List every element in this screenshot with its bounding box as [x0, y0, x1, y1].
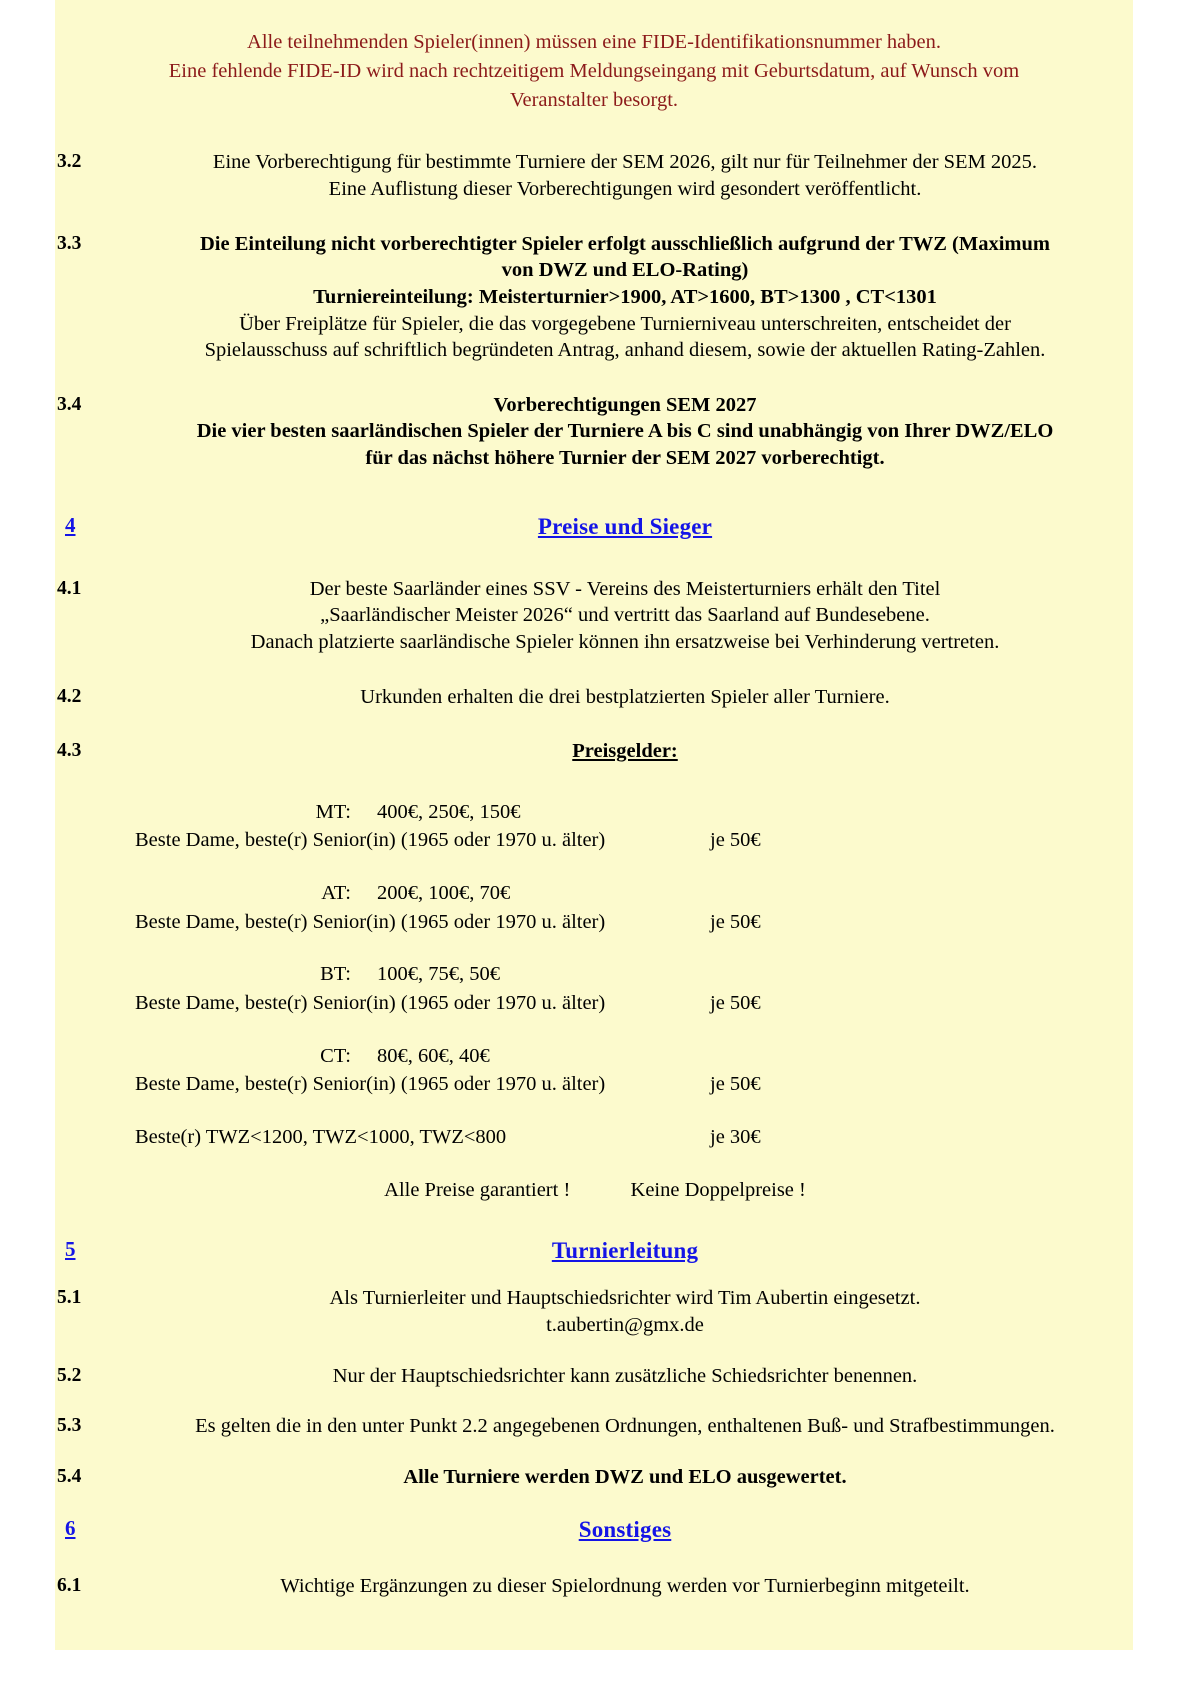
intro-paragraph [55, 28, 1133, 115]
section-4-2 [55, 684, 1133, 711]
section-6-heading-row [55, 1515, 1133, 1545]
section-6-1 [55, 1573, 1133, 1600]
spacer [55, 1265, 1133, 1285]
prize-block-mt [117, 799, 1133, 854]
prize-special-amount-mt: je 50€ [710, 829, 761, 852]
section-number-3-2: 3.2 [57, 151, 82, 173]
section-4-1-line-1: Der beste Saarländer eines SSV - Vereins des Meisterturniers erhält den Titel [309, 577, 941, 600]
prize-row-main [117, 799, 1133, 826]
prize-block-at [117, 880, 1133, 935]
prize-row-main [117, 1043, 1133, 1070]
spacer [55, 765, 1133, 799]
spacer [55, 542, 1133, 576]
prize-amounts-ct: 80€, 60€, 40€ [377, 1044, 490, 1067]
section-number-4[interactable]: 4 [65, 512, 76, 537]
prize-row-special [117, 990, 1133, 1017]
section-3-4-line-1: Vorberechtigungen SEM 2027 [493, 393, 757, 416]
spacer [55, 1389, 1133, 1413]
spacer [55, 1440, 1133, 1464]
section-3-4-line-3: für das nächst höhere Turnier der SEM 2027 vorberechtigt. [365, 447, 885, 470]
section-3-2-body [117, 149, 1133, 202]
section-5-3 [55, 1413, 1133, 1440]
spacer [55, 710, 1133, 738]
intro-line-3: Veranstalter besorgt. [509, 89, 679, 112]
section-4-3-body [117, 738, 1133, 765]
prize-special-desc-bt: Beste Dame, beste(r) Senior(in) (1965 oder 1970 u. älter) [135, 992, 606, 1015]
section-number-5-1: 5.1 [57, 1287, 82, 1309]
section-5-4 [55, 1464, 1133, 1491]
section-3-4-body [117, 392, 1133, 472]
section-3-3 [55, 231, 1133, 364]
prize-row-special [117, 827, 1133, 854]
section-number-4-2: 4.2 [57, 685, 82, 707]
section-5-4-line-1: Alle Turniere werden DWZ und ELO ausgewertet. [403, 1466, 847, 1489]
guarantee-no-double: Keine Doppelpreise ! [630, 1178, 806, 1201]
section-3-3-line-3: Turniereinteilung: Meisterturnier>1900, AT>1600, BT>1300 , CT<1301 [313, 285, 937, 308]
prize-amounts-bt: 100€, 75€, 50€ [377, 963, 500, 986]
intro-line-2: Eine fehlende FIDE-ID wird nach rechtzeitigem Meldungseingang mit Geburtsdatum, auf Wunsch vom [168, 60, 1020, 83]
prize-special-amount-ct: je 50€ [710, 1073, 761, 1096]
spacer [55, 1545, 1133, 1573]
section-number-6-1: 6.1 [57, 1574, 82, 1596]
section-number-3-4: 3.4 [57, 393, 82, 415]
section-3-2-line-2: Eine Auflistung dieser Vorberechtigungen wird gesondert veröffentlicht. [328, 177, 922, 200]
spacer [117, 1151, 1133, 1179]
prize-tournament-at: AT: [321, 882, 351, 905]
section-4-3 [55, 738, 1133, 765]
section-4-1-body [117, 576, 1133, 656]
section-4-heading-row [55, 512, 1133, 542]
prize-special-desc-mt: Beste Dame, beste(r) Senior(in) (1965 oder 1970 u. älter) [135, 829, 606, 852]
prize-amounts-mt: 400€, 250€, 150€ [377, 800, 521, 823]
section-4-heading-body [117, 512, 1133, 542]
section-5-heading-row [55, 1236, 1133, 1266]
spacer [55, 1202, 1133, 1236]
prize-twz-amount: je 30€ [710, 1125, 761, 1148]
section-number-5-4: 5.4 [57, 1466, 82, 1488]
prize-tournament-mt: MT: [315, 800, 351, 823]
spacer [55, 472, 1133, 512]
section-number-3-3: 3.3 [57, 232, 82, 254]
spacer [55, 656, 1133, 684]
section-5-1-line-1: Als Turnierleiter und Hauptschiedsrichter wird Tim Aubertin eingesetzt. [329, 1287, 921, 1310]
spacer [55, 203, 1133, 231]
section-4-1-line-3: Danach platzierte saarländische Spieler können ihn ersatzweise bei Verhinderung vertreten. [250, 630, 1000, 653]
section-6-1-line-1: Wichtige Ergänzungen zu dieser Spielordnung werden vor Turnierbeginn mitgeteilt. [280, 1574, 970, 1597]
prize-special-amount-at: je 50€ [710, 910, 761, 933]
section-number-5[interactable]: 5 [65, 1236, 76, 1261]
prize-row-special [117, 1071, 1133, 1098]
spacer [55, 1491, 1133, 1515]
section-3-3-line-2: von DWZ und ELO-Rating) [501, 259, 749, 282]
spacer [55, 115, 1133, 149]
section-3-2-line-1: Eine Vorberechtigung für bestimmte Turniere der SEM 2026, gilt nur für Teilnehmer der SEM 2025. [212, 151, 1038, 174]
section-number-5-2: 5.2 [57, 1364, 82, 1386]
section-4-2-line-1: Urkunden erhalten die drei bestplatzierten Spieler aller Turniere. [360, 685, 890, 708]
section-5-1 [55, 1285, 1133, 1338]
section-5-3-line-1: Es gelten die in den unter Punkt 2.2 angegebenen Ordnungen, enthaltenen Buß- und Strafbestimmungen. [195, 1415, 1055, 1438]
section-number-5-3: 5.3 [57, 1415, 82, 1437]
preisgelder-label: Preisgelder: [572, 740, 678, 763]
prize-row-main [117, 880, 1133, 907]
section-3-4 [55, 392, 1133, 472]
section-4-1-line-2: „Saarländischer Meister 2026“ und vertritt das Saarland auf Bundesebene. [320, 604, 930, 627]
prize-twz-desc: Beste(r) TWZ<1200, TWZ<1000, TWZ<800 [135, 1125, 507, 1148]
prize-tournament-bt: BT: [320, 963, 351, 986]
document-page [55, 0, 1133, 1650]
spacer [55, 1339, 1133, 1363]
section-5-1-body [117, 1285, 1133, 1338]
section-5-2 [55, 1363, 1133, 1390]
section-6-heading-body [117, 1515, 1133, 1545]
section-5-title[interactable]: Turnierleitung [551, 1237, 699, 1263]
section-4-2-body [117, 684, 1133, 711]
prize-guarantee-row [117, 1179, 1133, 1202]
section-3-3-line-1: Die Einteilung nicht vorberechtigter Spieler erfolgt ausschließlich aufgrund der TWZ (Maximum [200, 232, 1050, 255]
prize-special-amount-bt: je 50€ [710, 992, 761, 1015]
intro-line-1: Alle teilnehmenden Spieler(innen) müssen eine FIDE-Identifikationsnummer haben. [247, 31, 941, 53]
section-6-1-body [117, 1573, 1133, 1600]
section-number-6[interactable]: 6 [65, 1515, 76, 1540]
prize-amounts-at: 200€, 100€, 70€ [377, 882, 511, 905]
prize-row-twz [117, 1124, 1133, 1151]
section-5-heading-body [117, 1236, 1133, 1266]
prize-special-desc-at: Beste Dame, beste(r) Senior(in) (1965 oder 1970 u. älter) [135, 910, 606, 933]
prize-block-bt [117, 961, 1133, 1016]
tournament-director-email[interactable]: t.aubertin@gmx.de [546, 1314, 704, 1337]
section-number-4-3: 4.3 [57, 740, 82, 762]
section-3-2 [55, 149, 1133, 202]
section-3-4-line-2: Die vier besten saarländischen Spieler der Turniere A bis C sind unabhängig von Ihrer DWZ/ELO [196, 420, 1054, 443]
section-5-2-line-1: Nur der Hauptschiedsrichter kann zusätzliche Schiedsrichter benennen. [332, 1364, 918, 1387]
section-4-1 [55, 576, 1133, 656]
section-5-3-body [117, 1413, 1133, 1440]
guarantee-all-prizes: Alle Preise garantiert ! [384, 1178, 571, 1201]
section-3-3-line-4: Über Freiplätze für Spieler, die das vorgegebene Turnierniveau unterschreiten, entscheidet der [239, 312, 1011, 335]
prize-special-desc-ct: Beste Dame, beste(r) Senior(in) (1965 oder 1970 u. älter) [135, 1073, 606, 1096]
section-6-title[interactable]: Sonstiges [578, 1516, 672, 1542]
section-5-4-body [117, 1464, 1133, 1491]
spacer [55, 0, 1133, 28]
section-4-title[interactable]: Preise und Sieger [537, 513, 713, 539]
section-3-3-line-5: Spielausschuss auf schriftlich begründeten Antrag, anhand diesem, sowie der aktuellen Rating-Zahlen. [204, 339, 1046, 362]
section-number-4-1: 4.1 [57, 577, 82, 599]
prize-row-special [117, 909, 1133, 936]
prize-table [55, 799, 1133, 1202]
section-5-2-body [117, 1363, 1133, 1390]
spacer [55, 364, 1133, 392]
prize-row-main [117, 961, 1133, 988]
section-3-3-body [117, 231, 1133, 364]
prize-block-ct [117, 1043, 1133, 1098]
prize-tournament-ct: CT: [320, 1044, 351, 1067]
